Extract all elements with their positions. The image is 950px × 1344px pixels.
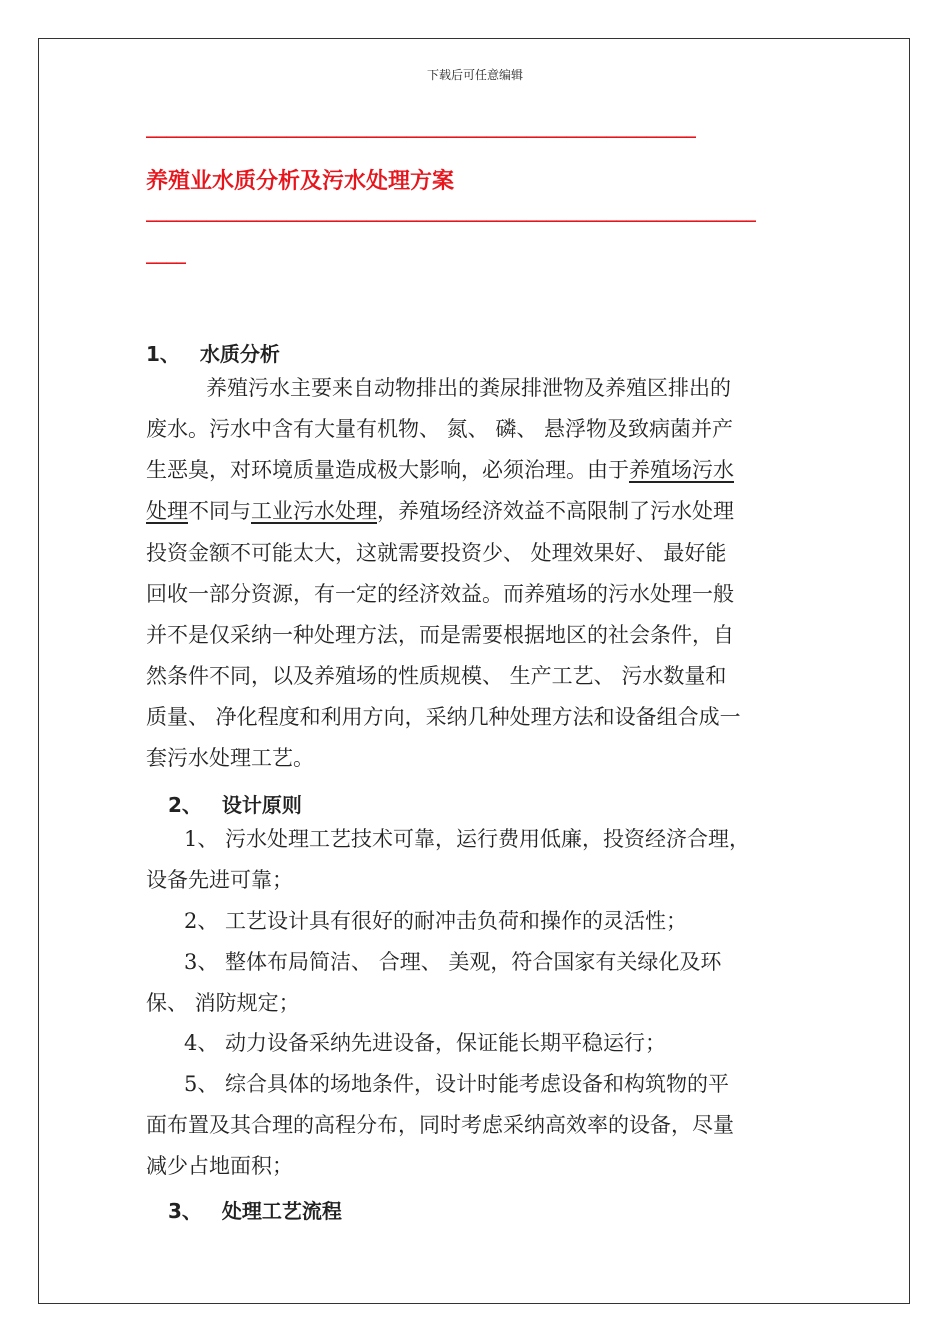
para-line <box>146 460 734 481</box>
para-line: 并不是仅采纳一种处理方法，而是需要根据地区的社会条件，自 <box>146 623 734 647</box>
para-line: 然条件不同，以及养殖场的性质规模、 生产工艺、 污水数量和 <box>146 664 727 688</box>
section-2-title: 设计原则 <box>221 793 302 817</box>
principle-item: 4、 动力设备采纳先进设备，保证能长期平稳运行； <box>184 1031 667 1055</box>
principle-item-cont: 减少占地面积； <box>146 1154 293 1178</box>
link-industrial-wastewater[interactable]: 工业污水处理 <box>251 499 377 523</box>
section-3-number: 3、 <box>168 1199 202 1223</box>
principle-item-cont: 设备先进可靠； <box>146 868 293 892</box>
para-line: 养殖污水主要来自动物排出的粪尿排泄物及养殖区排出的 <box>206 376 731 400</box>
title-rule-bottom: _____________________________________________________________ <box>146 200 756 222</box>
section-2-number: 2、 <box>168 793 202 817</box>
para-line: 质量、 净化程度和利用方向，采纳几种处理方法和设备组合成一 <box>146 705 741 729</box>
para-line <box>146 501 734 522</box>
para-line: 废水。污水中含有大量有机物、 氮、 磷、 悬浮物及致病菌并产 <box>146 417 734 441</box>
section-1-title: 水质分析 <box>199 342 280 366</box>
header-note: 下载后可任意编辑 <box>426 68 523 82</box>
principle-item: 2、 工艺设计具有很好的耐冲击负荷和操作的灵活性； <box>184 909 688 933</box>
para-line: 回收一部分资源，有一定的经济效益。而养殖场的污水处理一般 <box>146 582 734 606</box>
principle-item: 5、 综合具体的场地条件，设计时能考虑设备和构筑物的平 <box>184 1072 730 1096</box>
section-1-heading <box>146 338 280 367</box>
section-2-heading <box>168 789 302 818</box>
link-treatment[interactable]: 处理 <box>146 499 188 523</box>
title-rule-top: _______________________________________________________ <box>146 116 696 138</box>
document-title: 养殖业水质分析及污水处理方案 <box>146 169 455 194</box>
principle-item: 1、 污水处理工艺技术可靠，运行费用低廉，投资经济合理， <box>184 827 751 851</box>
para-line: 套污水处理工艺。 <box>146 746 314 770</box>
section-3-title: 处理工艺流程 <box>221 1199 342 1223</box>
link-farm-wastewater[interactable]: 养殖场污水 <box>629 458 734 482</box>
principle-item-cont: 保、 消防规定； <box>146 991 300 1015</box>
para-text: 生恶臭，对环境质量造成极大影响，必须治理。由于 <box>146 458 629 482</box>
principle-item: 3、 整体布局简洁、 合理、 美观，符合国家有关绿化及环 <box>184 950 722 974</box>
para-text: 不同与 <box>188 499 251 523</box>
section-3-heading <box>168 1195 342 1224</box>
title-rule-bottom-tail: ____ <box>146 242 186 264</box>
principle-item-cont: 面布置及其合理的高程分布，同时考虑采纳高效率的设备，尽量 <box>146 1113 734 1137</box>
section-1-number: 1、 <box>146 342 180 366</box>
para-text: ，养殖场经济效益不高限制了污水处理 <box>377 499 734 523</box>
para-line: 投资金额不可能太大，这就需要投资少、 处理效果好、 最好能 <box>146 541 727 565</box>
